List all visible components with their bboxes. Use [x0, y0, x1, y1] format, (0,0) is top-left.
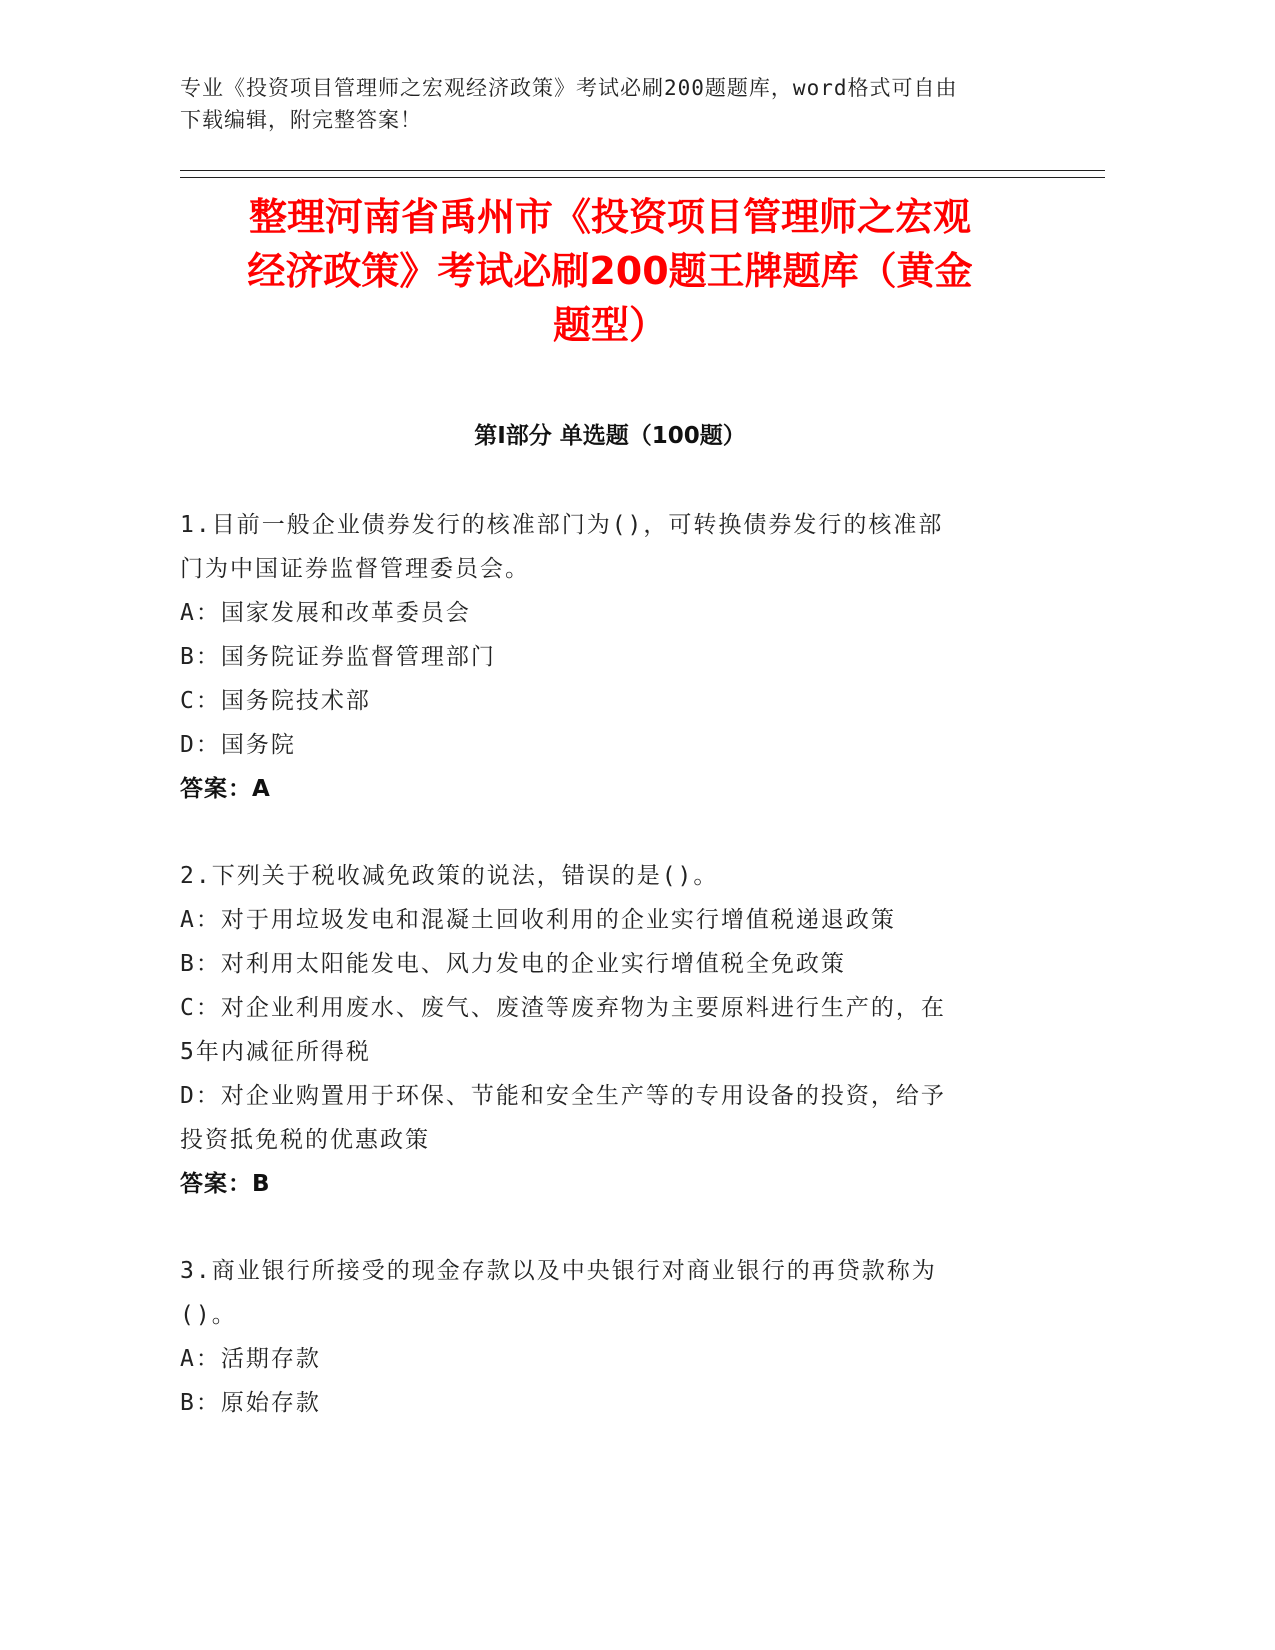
header-note [180, 72, 1040, 136]
question-stem: 1.目前一般企业债券发行的核准部门为()，可转换债券发行的核准部 [180, 512, 944, 538]
question-1 [180, 503, 1030, 811]
document-title [180, 190, 1040, 352]
option-b: B：原始存款 [180, 1390, 321, 1416]
question-stem: 2.下列关于税收减免政策的说法，错误的是()。 [180, 863, 719, 889]
document-title-line: 经济政策》考试必刷200题王牌题库（黄金 [247, 249, 973, 293]
option-c: C：对企业利用废水、废气、废渣等废弃物为主要原料进行生产的，在 [180, 995, 946, 1021]
question-3 [180, 1249, 1030, 1425]
question-list [180, 503, 1030, 1468]
option-a: A：国家发展和改革委员会 [180, 600, 471, 626]
option-d: D：国务院 [180, 732, 296, 758]
header-divider [180, 170, 1105, 171]
option-c: C：国务院技术部 [180, 688, 371, 714]
option-d: D：对企业购置用于环保、节能和安全生产等的专用设备的投资，给予 [180, 1083, 946, 1109]
option-d-continued: 投资抵免税的优惠政策 [180, 1127, 430, 1153]
header-note-line: 下载编辑，附完整答案！ [180, 108, 422, 132]
question-2 [180, 854, 1030, 1206]
option-b: B：国务院证券监督管理部门 [180, 644, 496, 670]
option-b: B：对利用太阳能发电、风力发电的企业实行增值税全免政策 [180, 951, 846, 977]
header-note-line: 专业《投资项目管理师之宏观经济政策》考试必刷200题题库，word格式可自由 [180, 76, 958, 100]
answer-line: 答案：A [180, 776, 271, 802]
header-divider [180, 177, 1105, 178]
document-title-line: 整理河南省禹州市《投资项目管理师之宏观 [248, 195, 971, 239]
question-stem: 3.商业银行所接受的现金存款以及中央银行对商业银行的再贷款称为 [180, 1258, 937, 1284]
question-stem: ()。 [180, 1302, 237, 1328]
option-c-continued: 5年内减征所得税 [180, 1039, 371, 1065]
answer-line: 答案：B [180, 1171, 271, 1197]
option-a: A：对于用垃圾发电和混凝土回收利用的企业实行增值税递退政策 [180, 907, 896, 933]
question-stem: 门为中国证券监督管理委员会。 [180, 556, 530, 582]
document-title-line: 题型） [552, 303, 667, 347]
section-title: 第I部分 单选题（100题） [474, 423, 746, 449]
option-a: A：活期存款 [180, 1346, 321, 1372]
